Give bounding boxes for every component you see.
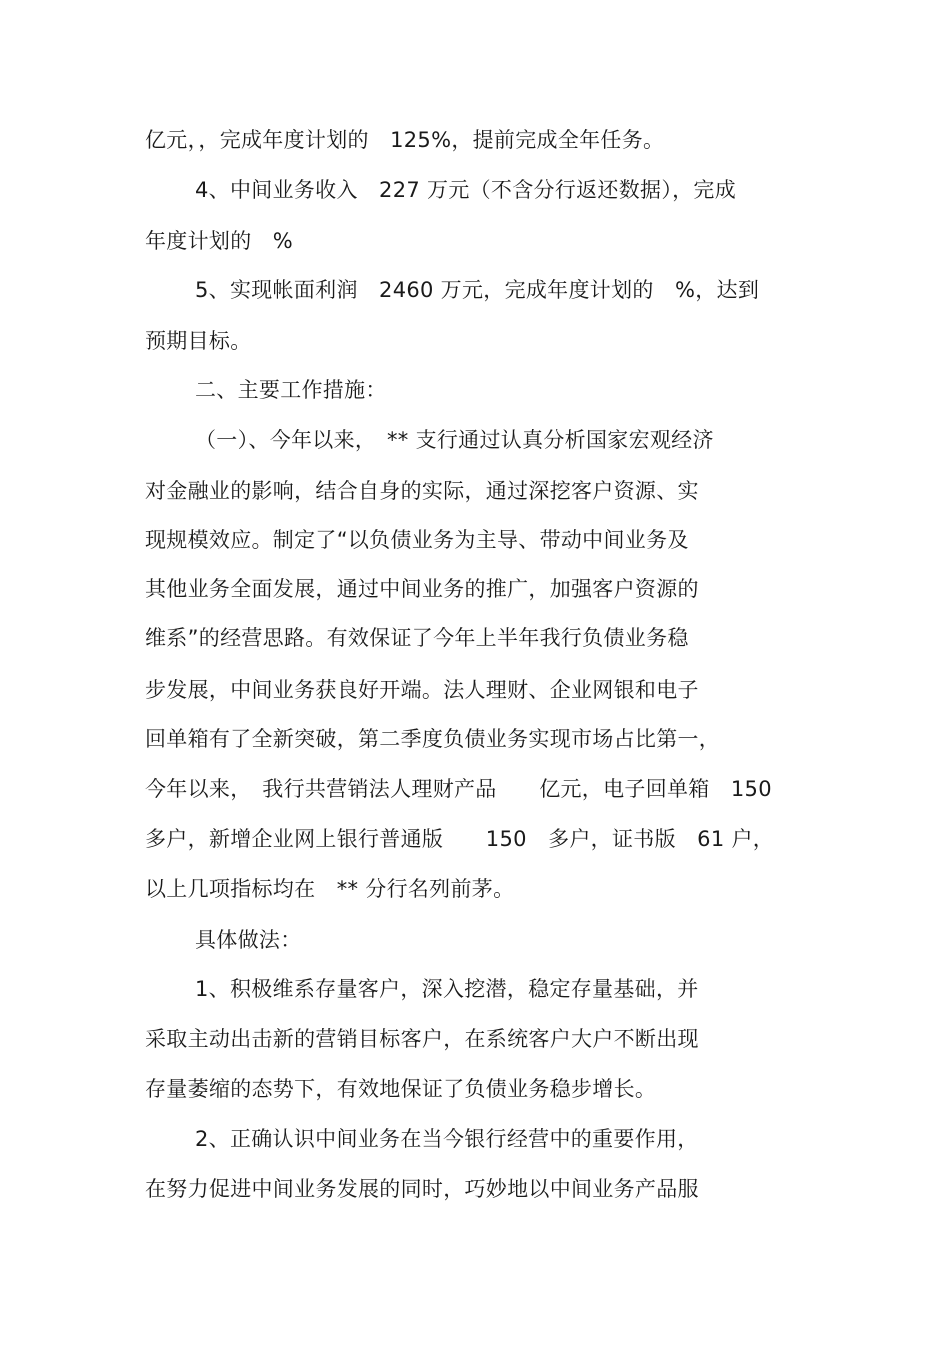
text-line-22: 在努力促进中间业务发展的同时，巧妙地以中间业务产品服 — [145, 1177, 699, 1201]
text-line-4: 5、实现帐面利润 2460 万元，完成年度计划的 %，达到 — [195, 278, 760, 302]
text-line-3: 年度计划的 % — [145, 229, 294, 253]
text-line-12: 步发展，中间业务获良好开端。法人理财、企业网银和电子 — [145, 678, 699, 702]
text-line-11: 维系”的经营思路。有效保证了今年上半年我行负债业务稳 — [145, 626, 689, 650]
text-line-1: 亿元，，完成年度计划的 125%，提前完成全年任务。 — [145, 128, 665, 152]
text-line-19: 采取主动出击新的营销目标客户，在系统客户大户不断出现 — [145, 1027, 699, 1051]
text-line-9: 现规模效应。制定了“以负债业务为主导、带动中间业务及 — [145, 528, 689, 552]
text-line-13: 回单箱有了全新突破，第二季度负债业务实现市场占比第一， — [145, 727, 721, 751]
text-line-20: 存量萎缩的态势下，有效地保证了负债业务稳步增长。 — [145, 1077, 657, 1101]
section-heading: 二、主要工作措施： — [195, 378, 387, 402]
text-line-15: 多户，新增企业网上银行普通版 150 多户，证书版 61 户， — [145, 827, 775, 851]
text-line-5: 预期目标。 — [145, 329, 252, 353]
text-line-14: 今年以来， 我行共营销法人理财产品 亿元，电子回单箱 150 — [145, 777, 772, 801]
text-line-18: 1、积极维系存量客户，深入挖潜，稳定存量基础，并 — [195, 977, 699, 1001]
text-line-7: （一）、今年以来， ** 支行通过认真分析国家宏观经济 — [195, 428, 714, 452]
text-line-2: 4、中间业务收入 227 万元（不含分行返还数据），完成 — [195, 178, 737, 202]
subheading: 具体做法： — [195, 928, 302, 952]
text-line-8: 对金融业的影响，结合自身的实际，通过深挖客户资源、实 — [145, 479, 699, 503]
text-line-10: 其他业务全面发展，通过中间业务的推广，加强客户资源的 — [145, 577, 699, 601]
text-line-16: 以上几项指标均在 ** 分行名列前茅。 — [145, 877, 515, 901]
text-line-21: 2、正确认识中间业务在当今银行经营中的重要作用， — [195, 1127, 699, 1151]
